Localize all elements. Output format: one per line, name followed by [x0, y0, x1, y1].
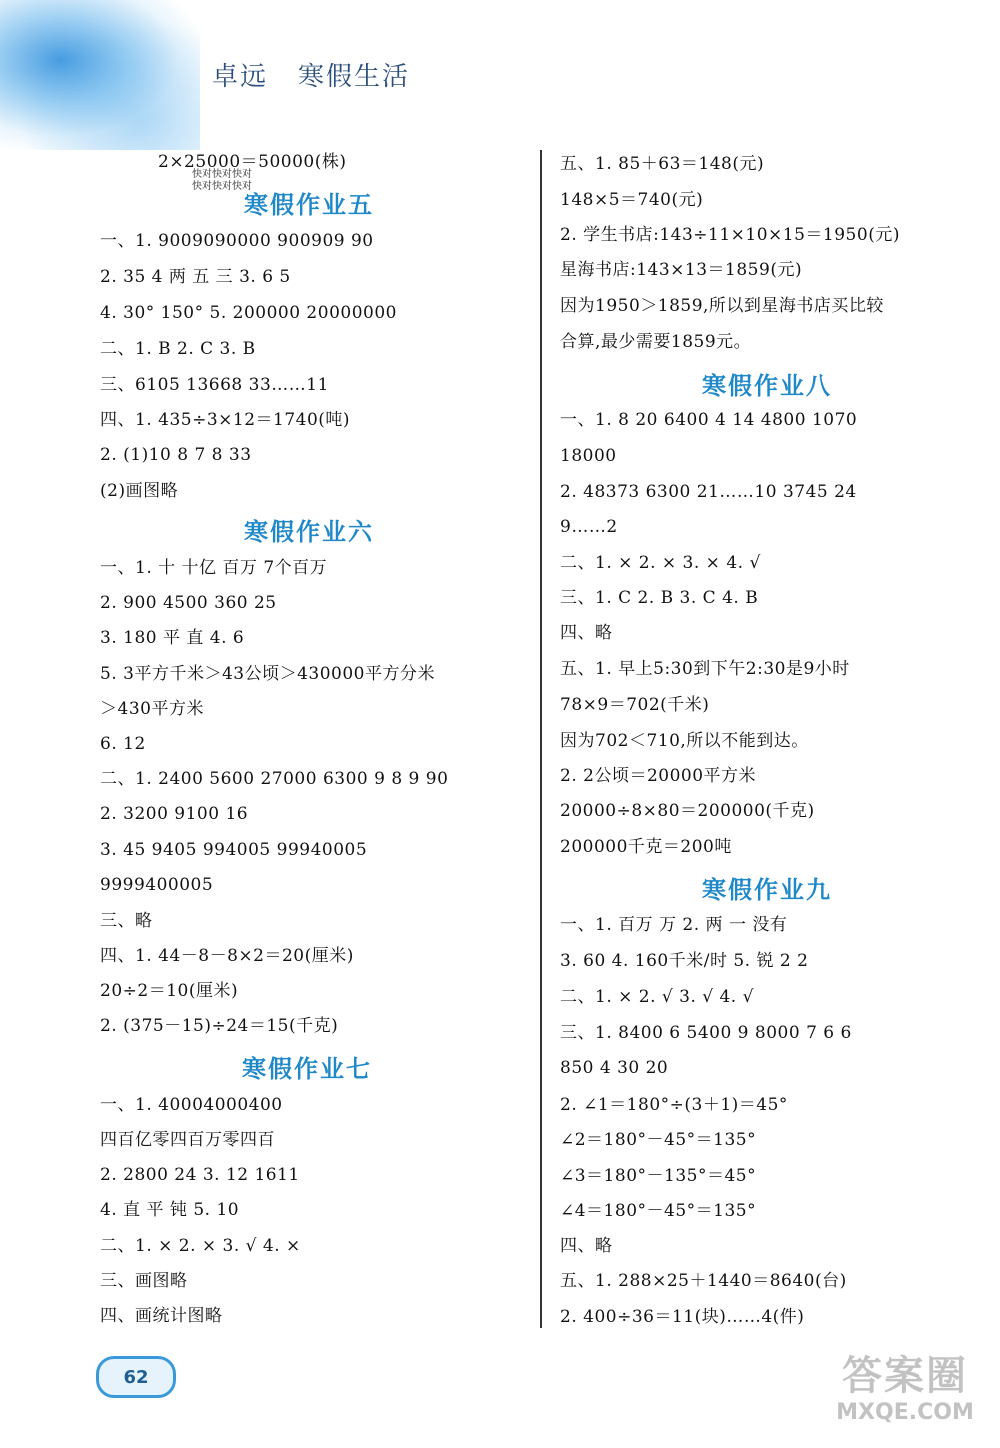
answer-line: 一、1. 百万 万 2. 两 一 没有 [560, 915, 788, 935]
answer-line: 5. 3平方千米＞43公顷＞430000平方分米 [100, 664, 435, 684]
answer-line: ∠3＝180°－135°＝45° [560, 1166, 757, 1186]
answer-line: 2. 35 4 两 五 三 3. 6 5 [100, 267, 291, 287]
answer-line: 四百亿零四百万零四百 [100, 1130, 275, 1150]
answer-line: 四、1. 435÷3×12＝1740(吨) [100, 410, 351, 430]
answer-line: 二、1. × 2. × 3. √ 4. × [100, 1236, 301, 1256]
page-number: 62 [123, 1366, 149, 1388]
answer-line: 3. 180 平 直 4. 6 [100, 628, 245, 648]
answer-line: 148×5＝740(元) [560, 190, 704, 210]
answer-line: 一、1. 9009090000 900909 90 [100, 231, 374, 251]
answer-line: 3. 60 4. 160千米/时 5. 锐 2 2 [560, 951, 809, 971]
answer-line: 9……2 [560, 517, 618, 537]
answer-line: 200000千克＝200吨 [560, 837, 732, 857]
answer-line: 二、1. 2400 5600 27000 6300 9 8 9 90 [100, 769, 449, 789]
answer-line: 2. (375－15)÷24＝15(千克) [100, 1016, 339, 1036]
answer-line: 2. 3200 9100 16 [100, 804, 249, 824]
header-decoration [0, 0, 200, 150]
answer-line: 2. 48373 6300 21……10 3745 24 [560, 482, 857, 502]
answer-line: 合算,最少需要1859元。 [560, 332, 752, 352]
book-title: 寒假生活 [298, 62, 411, 92]
section-title-8: 寒假作业八 [702, 372, 832, 400]
answer-line: (2)画图略 [100, 481, 179, 501]
answer-line: 因为1950＞1859,所以到星海书店买比较 [560, 296, 884, 316]
watermark-text: 答案圈 [842, 1353, 968, 1399]
watermark-logo [815, 1352, 995, 1442]
answer-line: 2. 400÷36＝11(块)……4(件) [560, 1307, 805, 1327]
answer-line: 三、略 [100, 911, 153, 931]
answer-line: 4. 直 平 钝 5. 10 [100, 1200, 240, 1220]
answer-line: ∠4＝180°－45°＝135° [560, 1201, 757, 1221]
answer-line: 三、画图略 [100, 1271, 188, 1291]
answer-line: 18000 [560, 446, 617, 466]
page-number-badge [96, 1356, 176, 1398]
answer-line: 2. 2800 24 3. 12 1611 [100, 1165, 300, 1185]
answer-line: 2. 900 4500 360 25 [100, 593, 277, 613]
answer-line: 一、1. 十 十亿 百万 7个百万 [100, 558, 328, 578]
answer-line: 2. (1)10 8 7 8 33 [100, 445, 252, 465]
answer-line: 20÷2＝10(厘米) [100, 981, 239, 1001]
answer-line: 850 4 30 20 [560, 1058, 669, 1078]
answer-line: 五、1. 早上5:30到下午2:30是9小时 [560, 659, 850, 679]
stamp-note: 快对快对快对 [192, 181, 252, 192]
answer-line: 2. 学生书店:143÷11×10×15＝1950(元) [560, 225, 900, 245]
answer-line: 20000÷8×80＝200000(千克) [560, 801, 815, 821]
answer-line: 二、1. B 2. C 3. B [100, 339, 256, 359]
answer-line: 五、1. 85＋63＝148(元) [560, 154, 765, 174]
answer-line: 三、1. C 2. B 3. C 4. B [560, 588, 759, 608]
section-title-7: 寒假作业七 [242, 1055, 372, 1083]
column-divider [540, 150, 542, 1328]
watermark-url: MXQE.COM [836, 1400, 974, 1425]
answer-line: 一、1. 8 20 6400 4 14 4800 1070 [560, 410, 858, 430]
answer-line: 五、1. 288×25＋1440＝8640(台) [560, 1271, 847, 1291]
answer-line: 二、1. × 2. √ 3. √ 4. √ [560, 987, 754, 1007]
answer-line: 四、画统计图略 [100, 1306, 223, 1326]
answer-line: 因为702＜710,所以不能到达。 [560, 731, 809, 751]
answer-line: 78×9＝702(千米) [560, 695, 710, 715]
stamp-note: 快对快对快对 [192, 169, 252, 180]
section-title-6: 寒假作业六 [244, 518, 374, 546]
answer-line: 6. 12 [100, 734, 146, 754]
answer-line: 4. 30° 150° 5. 200000 20000000 [100, 303, 397, 323]
brand-title [212, 56, 410, 93]
section-title-5: 寒假作业五 [244, 191, 374, 219]
answer-line: 3. 45 9405 994005 99940005 [100, 840, 368, 860]
answer-line: 二、1. × 2. × 3. × 4. √ [560, 553, 761, 573]
answer-line: 三、6105 13668 33……11 [100, 375, 329, 395]
answer-line: 四、略 [560, 1236, 613, 1256]
answer-line: 2×25000＝50000(株) [158, 152, 347, 172]
answer-line: 一、1. 40004000400 [100, 1095, 283, 1115]
answer-line: 四、1. 44－8－8×2＝20(厘米) [100, 946, 354, 966]
answer-line: ∠2＝180°－45°＝135° [560, 1130, 757, 1150]
section-title-9: 寒假作业九 [702, 876, 832, 904]
brand-name: 卓远 [212, 62, 269, 92]
answer-line: 三、1. 8400 6 5400 9 8000 7 6 6 [560, 1023, 852, 1043]
answer-line: 2. 2公顷＝20000平方米 [560, 766, 757, 786]
answer-line: 四、略 [560, 623, 613, 643]
answer-line: ＞430平方米 [100, 699, 204, 719]
answer-line: 9999400005 [100, 875, 214, 895]
answer-line: 星海书店:143×13＝1859(元) [560, 260, 803, 280]
answer-line: 2. ∠1＝180°÷(3＋1)＝45° [560, 1095, 788, 1115]
